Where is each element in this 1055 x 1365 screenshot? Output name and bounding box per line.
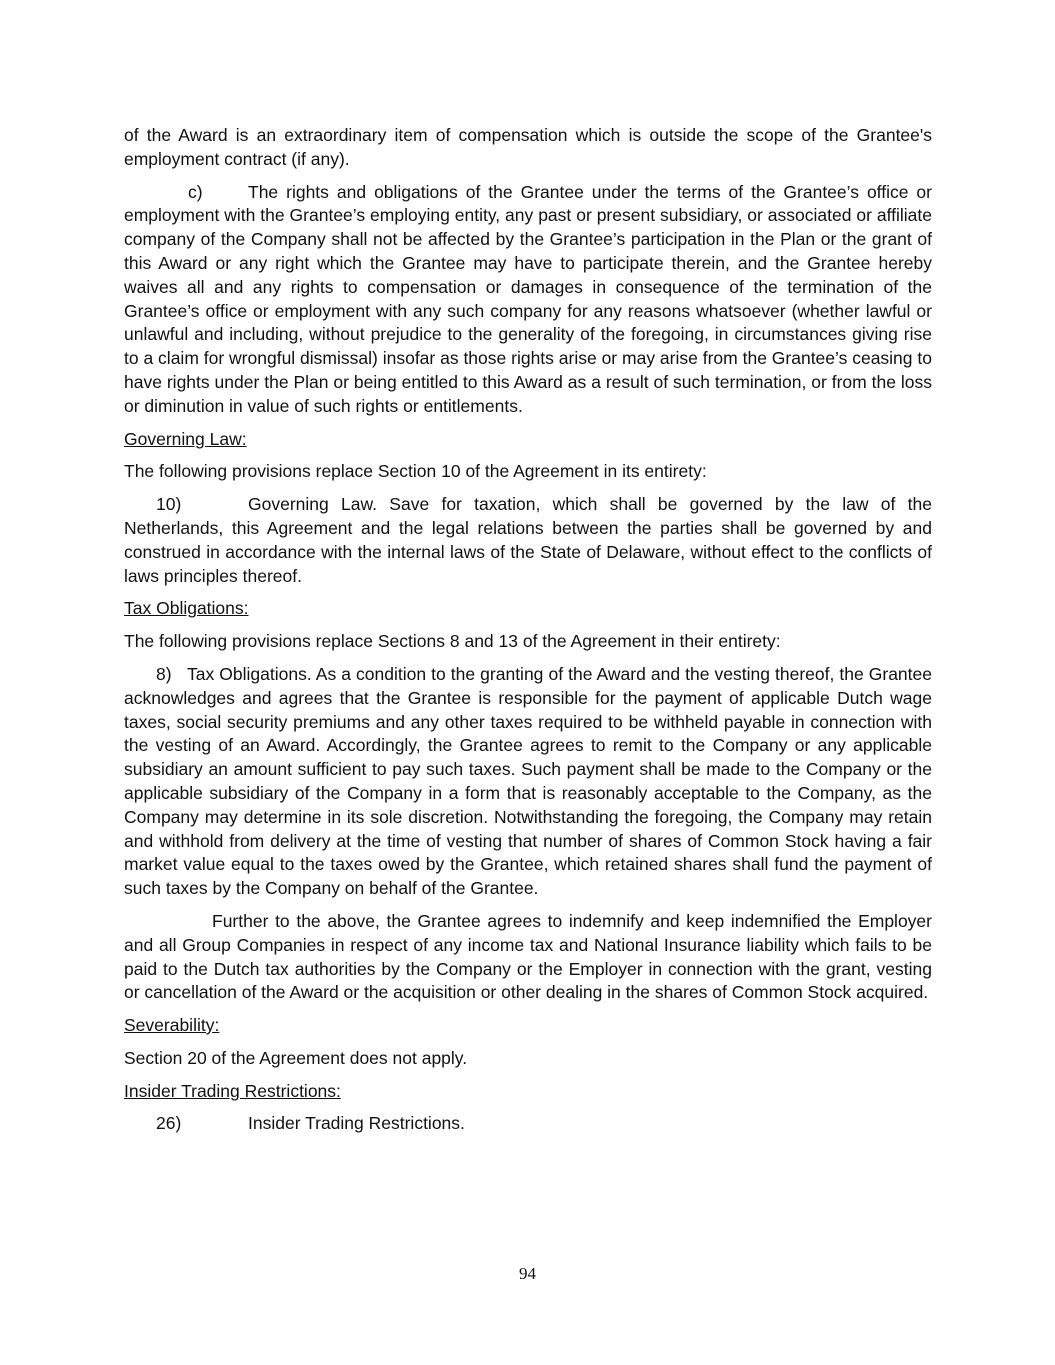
tax-obligations-marker: 8) <box>156 663 172 684</box>
governing-law-text: Governing Law. Save for taxation, which shall be governed by the law of the Netherlands, this Agreement and the legal relations between the parties shall be governed by and construed in accordance with the internal laws of the State of Delaware, without effect to the conflicts of laws principles thereof. <box>124 494 932 586</box>
governing-law-marker: 10) <box>156 494 182 515</box>
intro-paragraph: of the Award is an extraordinary item of compensation which is outside the scope of the Grantee's employment contract (if any). <box>124 125 932 169</box>
clause-c-text: The rights and obligations of the Grantee under the terms of the Grantee’s office or employment with the Grantee’s employing entity, any past or present subsidiary, or associated or affiliate company of the Company shall not be affected by the Grantee’s participation in the Plan or the grant of this Award or any right which the Grantee may have to participate therein, and the Grantee hereby waives all and any rights to compensation or damages in consequence of the termination of the Grantee’s office or employment with any such company for any reasons whatsoever (whether lawful or unlawful and including, without prejudice to the generality of the foregoing, in circumstances giving rise to a claim for wrongful dismissal) insofar as those rights arise or may arise from the Grantee’s ceasing to have rights under the Plan or being entitled to this Award as a result of such termination, or from the loss or diminution in value of such rights or entitlements. <box>124 181 932 416</box>
document-page <box>124 124 932 1136</box>
tax-obligations-clause <box>124 663 932 901</box>
insider-trading-marker: 26) <box>156 1113 182 1134</box>
governing-law-intro: The following provisions replace Section 10 of the Agreement in its entirety: <box>124 461 707 482</box>
tax-obligations-heading: Tax Obligations: <box>124 598 249 619</box>
clause-c-paragraph <box>124 181 932 419</box>
insider-trading-clause <box>124 1112 932 1136</box>
severability-heading: Severability: <box>124 1015 220 1036</box>
tax-obligations-intro: The following provisions replace Sections 8 and 13 of the Agreement in their entirety: <box>124 631 781 652</box>
insider-trading-heading: Insider Trading Restrictions: <box>124 1080 341 1101</box>
insider-trading-text: Insider Trading Restrictions. <box>248 1113 465 1134</box>
severability-text: Section 20 of the Agreement does not apply. <box>124 1047 468 1068</box>
clause-c-marker: c) <box>188 181 203 202</box>
tax-obligations-text: Tax Obligations. As a condition to the granting of the Award and the vesting thereof, the Grantee acknowledges and agrees that the Grantee is responsible for the payment of applicable Dutch wage taxes, social security premiums and any other taxes required to be withheld payable in connection with the vesting of an Award. Accordingly, the Grantee agrees to remit to the Company or any applicable subsidiary an amount sufficient to pay such taxes. Such payment shall be made to the Company or the applicable subsidiary of the Company in a form that is reasonably acceptable to the Company, as the Company may determine in its sole discretion. Notwithstanding the foregoing, the Company may retain and withhold from delivery at the time of vesting that number of shares of Common Stock having a fair market value equal to the taxes owed by the Grantee, which retained shares shall fund the payment of such taxes by the Company on behalf of the Grantee. <box>124 663 932 899</box>
page-number: 94 <box>519 1264 536 1283</box>
governing-law-heading: Governing Law: <box>124 428 247 449</box>
tax-further-paragraph: Further to the above, the Grantee agrees to indemnify and keep indemnified the Employer and all Group Companies in respect of any income tax and National Insurance liability which fails to be paid to the Dutch tax authorities by the Company or the Employer in connection with the grant, vesting or cancellation of the Award or the acquisition or other dealing in the shares of Common Stock acquired. <box>124 910 932 1003</box>
governing-law-clause <box>124 493 932 588</box>
